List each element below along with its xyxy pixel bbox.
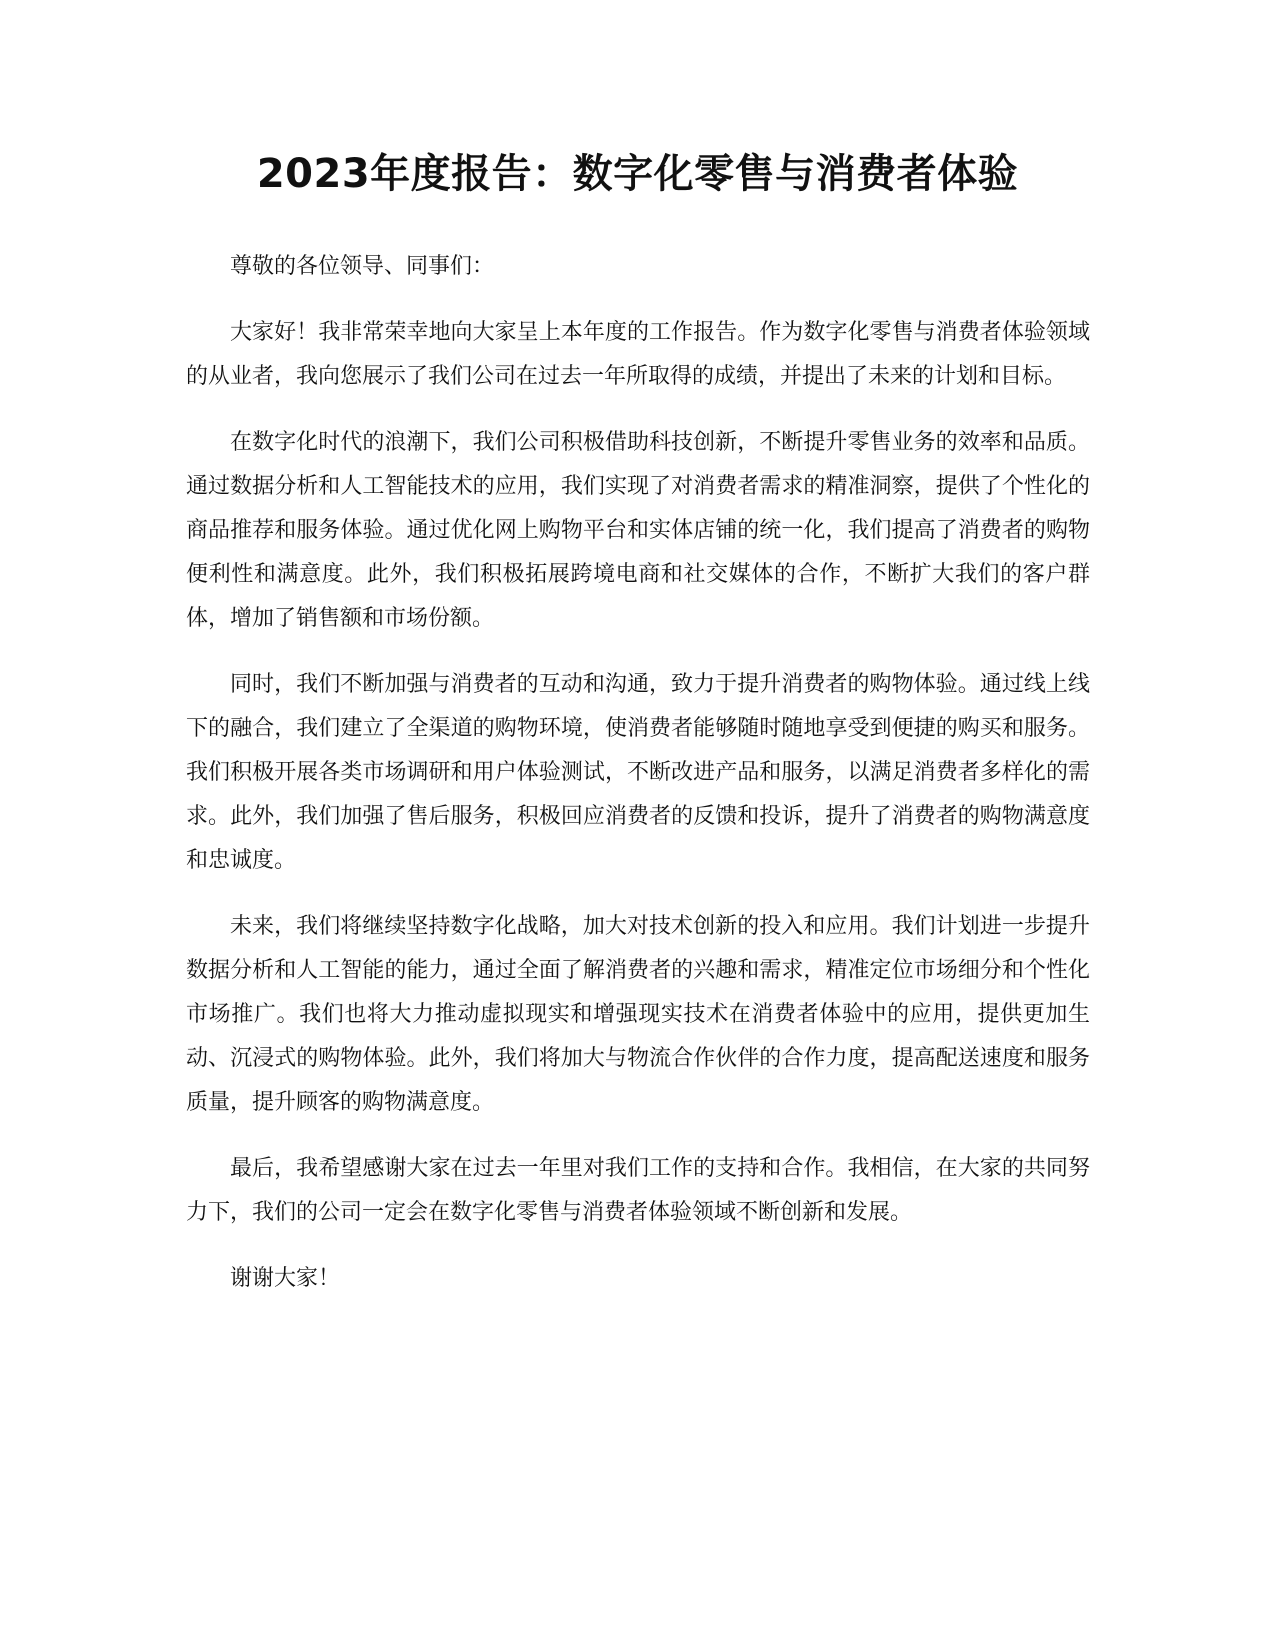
paragraph-consumer-experience: 同时，我们不断加强与消费者的互动和沟通，致力于提升消费者的购物体验。通过线上线下的融合，我们建立了全渠道的购物环境，使消费者能够随时随地享受到便捷的购买和服务。我们积极开展各类市场调研和用户体验测试，不断改进产品和服务，以满足消费者多样化的需求。此外，我们加强了售后服务，积极回应消费者的反馈和投诉，提升了消费者的购物满意度和忠诚度。 <box>186 672 1090 873</box>
paragraph-future-plans: 未来，我们将继续坚持数字化战略，加大对技术创新的投入和应用。我们计划进一步提升数据分析和人工智能的能力，通过全面了解消费者的兴趣和需求，精准定位市场细分和个性化市场推广。我们也将大力推动虚拟现实和增强现实技术在消费者体验中的应用，提供更加生动、沉浸式的购物体验。此外，我们将加大与物流合作伙伴的合作力度，提高配送速度和服务质量，提升顾客的购物满意度。 <box>186 914 1090 1115</box>
paragraph-thanks: 最后，我希望感谢大家在过去一年里对我们工作的支持和合作。我相信，在大家的共同努力下，我们的公司一定会在数字化零售与消费者体验领域不断创新和发展。 <box>186 1156 1090 1225</box>
closing: 谢谢大家！ <box>230 1266 341 1291</box>
paragraph-achievements: 在数字化时代的浪潮下，我们公司积极借助科技创新，不断提升零售业务的效率和品质。通过数据分析和人工智能技术的应用，我们实现了对消费者需求的精准洞察，提供了个性化的商品推荐和服务体验。通过优化网上购物平台和实体店铺的统一化，我们提高了消费者的购物便利性和满意度。此外，我们积极拓展跨境电商和社交媒体的合作，不断扩大我们的客户群体，增加了销售额和市场份额。 <box>186 430 1090 631</box>
paragraph-greeting: 大家好！我非常荣幸地向大家呈上本年度的工作报告。作为数字化零售与消费者体验领域的从业者，我向您展示了我们公司在过去一年所取得的成绩，并提出了未来的计划和目标。 <box>186 320 1090 389</box>
document-title: 2023年度报告：数字化零售与消费者体验 <box>256 151 1019 197</box>
document-body <box>186 245 1090 1323</box>
salutation: 尊敬的各位领导、同事们： <box>230 254 495 279</box>
